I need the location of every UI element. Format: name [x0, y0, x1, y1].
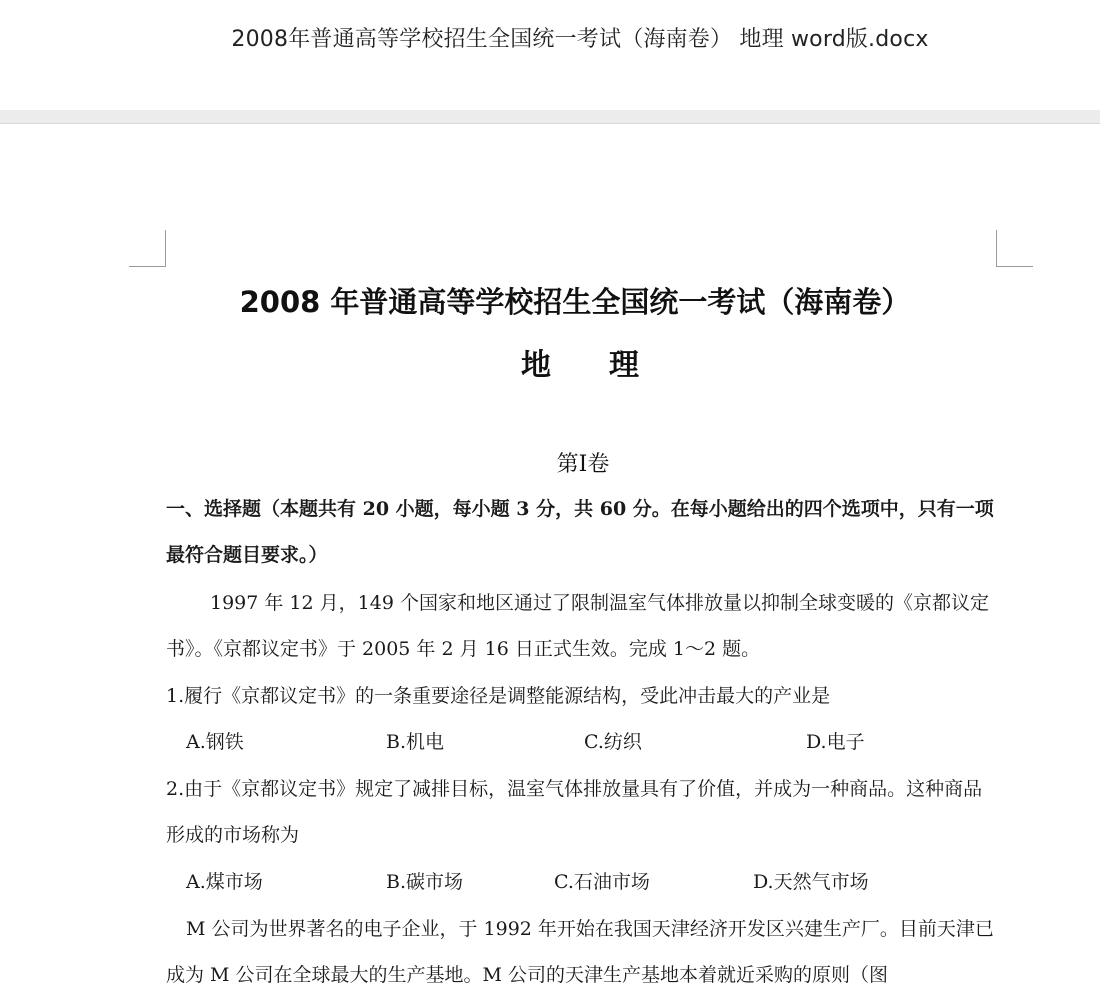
question-1-option-c: C.纺织: [584, 731, 642, 753]
volume-heading: 第Ⅰ卷: [556, 452, 610, 477]
document-title: 2008 年普通高等学校招生全国统一考试（海南卷）: [239, 285, 911, 319]
margin-crop-mark-right: [996, 230, 1033, 267]
question-2-option-c: C.石油市场: [554, 871, 650, 893]
question-2-option-a: A.煤市场: [186, 871, 263, 893]
question-2-option-b: B.碳市场: [386, 871, 464, 893]
window-titlebar: [0, 0, 1100, 110]
question-1-options: [186, 719, 1000, 765]
question-1-stem: 1.履行《京都议定书》的一条重要途径是调整能源结构，受此冲击最大的产业是: [166, 685, 831, 707]
subject-char-2: 理: [609, 348, 639, 383]
question-2-stem: 2.由于《京都议定书》规定了减排目标，温室气体排放量具有了价值，并成为一种商品。这种商品形成的市场称为: [166, 778, 983, 846]
section-instruction: 一、选择题（本题共有 20 小题，每小题 3 分，共 60 分。在每小题给出的四个选项中，只有一项最符合题目要求。）: [166, 498, 994, 566]
page-separator: [0, 110, 1100, 124]
question-1-option-b: B.机电: [386, 731, 445, 753]
subject-heading: [0, 340, 1100, 384]
document-file-title: 2008年普通高等学校招生全国统一考试（海南卷） 地理 word版.docx: [231, 27, 929, 52]
passage-intro-2: M 公司为世界著名的电子企业，于 1992 年开始在我国天津经济开发区兴建生产厂。目前天津已成为 M 公司在全球最大的生产基地。M 公司的天津生产基地本着就近采购的原则（图: [166, 918, 994, 986]
question-2-option-d: D.天然气市场: [753, 871, 869, 893]
question-1-option-d: D.电子: [806, 731, 865, 753]
question-2-options: [186, 859, 1000, 905]
margin-crop-mark-left: [129, 230, 166, 267]
question-1-option-a: A.钢铁: [186, 731, 244, 753]
passage-intro-1: 1997 年 12 月，149 个国家和地区通过了限制温室气体排放量以抑制全球变暖的《京都议定书》。《京都议定书》于 2005 年 2 月 16 日正式生效。完成 1～2 题。: [166, 592, 989, 660]
subject-char-1: 地: [521, 348, 551, 383]
